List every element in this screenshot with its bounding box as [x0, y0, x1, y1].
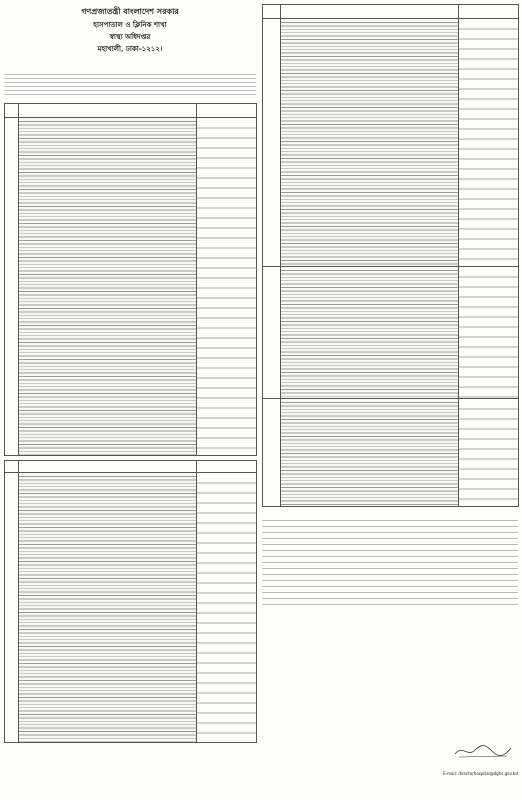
roll-numbers-cell [281, 267, 459, 399]
table-header-cell [5, 104, 19, 118]
table-header-cell [197, 104, 257, 118]
roll-numbers-cell [281, 399, 459, 507]
table-header-cell [263, 5, 281, 19]
table-header-cell [197, 461, 257, 473]
posting-names-cell [197, 118, 257, 456]
government-title: গণপ্রজাতন্ত্রী বাংলাদেশ সরকার [81, 6, 179, 16]
directorate-title: স্বাস্থ্য অধিদপ্তর [109, 32, 151, 41]
left-column [4, 0, 256, 743]
contact-email: E-mail: directorhospital@dghs.gov.bd [443, 771, 518, 776]
table-header-cell [281, 5, 459, 19]
branch-title: হাসপাতাল ও ক্লিনিক শাখা [93, 20, 167, 29]
signature-block [448, 742, 518, 760]
subject-paragraph [4, 71, 256, 97]
right-column [262, 0, 518, 800]
roll-numbers-cell [281, 19, 459, 267]
group-label-cell [263, 19, 281, 267]
table-header-row [5, 104, 257, 118]
posting-names-cell [459, 399, 519, 507]
signature-image [453, 742, 513, 760]
table-header-cell [19, 461, 197, 473]
table-row [263, 267, 519, 399]
table-header-cell [459, 5, 519, 19]
table-row [263, 399, 519, 507]
table-header-cell [5, 461, 19, 473]
posting-names-cell [459, 19, 519, 267]
roll-numbers-cell [19, 118, 197, 456]
group-label-cell [263, 267, 281, 399]
table-row [5, 118, 257, 456]
roll-table-1 [4, 103, 257, 456]
table-header-cell [19, 104, 197, 118]
group-label-cell [5, 473, 19, 743]
instructions-list [262, 515, 518, 605]
table-row [5, 473, 257, 743]
posting-names-cell [197, 473, 257, 743]
address: মহাখালী, ঢাকা-১২১২। [97, 44, 163, 53]
roll-table-2 [4, 460, 257, 743]
group-label-cell [5, 118, 19, 456]
table-header-row [263, 5, 519, 19]
posting-names-cell [459, 267, 519, 399]
table-row [263, 19, 519, 267]
letterhead [4, 0, 256, 55]
roll-numbers-cell [19, 473, 197, 743]
table-header-row [5, 461, 257, 473]
group-label-cell [263, 399, 281, 507]
roll-table-3 [262, 4, 519, 507]
